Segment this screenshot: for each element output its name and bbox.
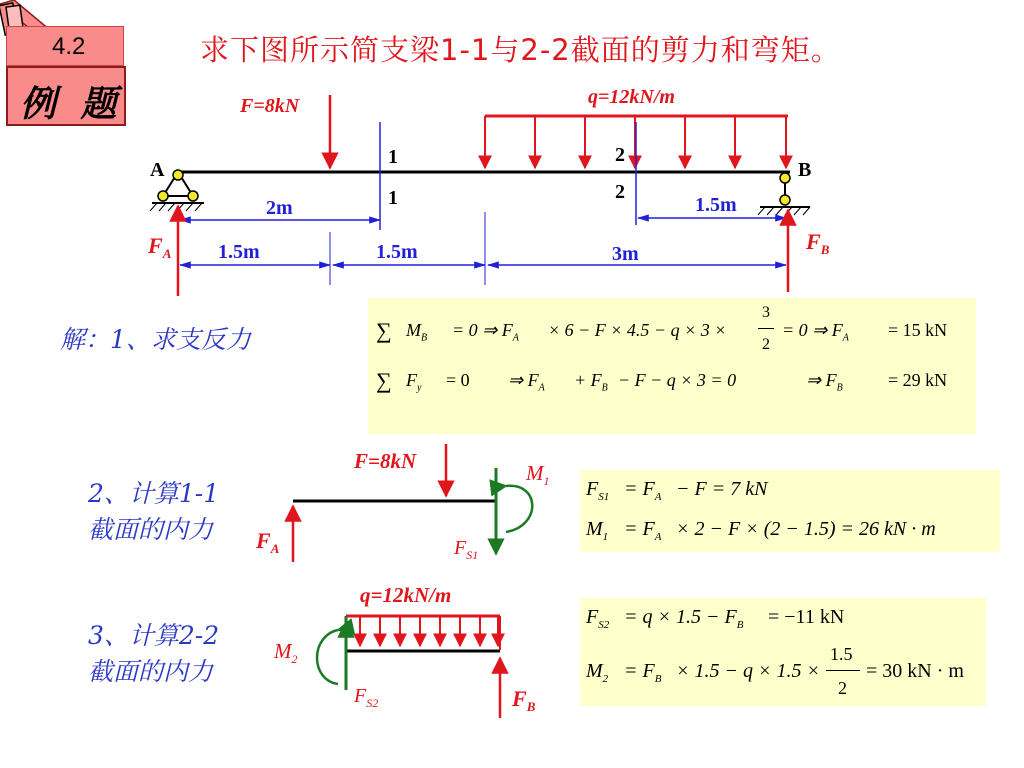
label-b: B <box>798 159 812 181</box>
step-2-line1: 2、计算1-1 <box>88 479 220 508</box>
eq2-result: = 29 kN <box>888 370 948 390</box>
fbd2-fb-label: $F_B$ <box>512 686 536 714</box>
eq1-frac-bar <box>758 328 774 329</box>
section-1-top-label: 1 <box>388 146 398 168</box>
eq2-part4: − F − q × 3 = 0 <box>618 370 737 390</box>
section-2-bottom-label: 2 <box>615 181 625 203</box>
eq5-part2: = −11 kN <box>768 606 845 628</box>
eq6-part3: = 30 kN · m <box>866 660 964 682</box>
eq1-part1: = 0 ⇒ $F_A$ <box>452 320 519 344</box>
section-2-formula-box <box>580 598 986 706</box>
step-1-label: 解：1、求支反力 <box>60 325 251 354</box>
fbd2-moment-arc <box>317 630 338 684</box>
step-3-label <box>88 618 219 690</box>
eq4-lhs: $M_1$ <box>586 518 609 543</box>
fbd2-fs-label: $F_{S2}$ <box>354 685 379 710</box>
step-3-line2: 截面的内力 <box>88 657 214 686</box>
eq1-lhs: $M_B$ <box>406 320 428 344</box>
reactions-formula-box <box>368 298 976 434</box>
reaction-fb-label: $F_B$ <box>806 229 830 257</box>
step-2-label <box>88 476 219 548</box>
reaction-fa-label: $F_A$ <box>148 233 172 261</box>
section-1-formula-box <box>580 470 1000 552</box>
step-2-line2: 截面的内力 <box>88 515 214 544</box>
eq5-lhs: $F_{S2}$ <box>586 606 610 631</box>
dimension-1-5m-right-label: 1.5m <box>695 194 737 216</box>
eq1-part3: = 0 ⇒ $F_A$ <box>782 320 849 344</box>
dimension-b-label: 1.5m <box>376 241 418 263</box>
eq2-part5: ⇒ $F_B$ <box>806 370 843 394</box>
eq6-frac-num: 1.5 <box>830 644 853 664</box>
eq4-part2: × 2 − F × (2 − 1.5) = 26 kN · m <box>676 518 936 540</box>
eq2-part2: ⇒ $F_A$ <box>508 370 545 394</box>
dimension-a-label: 1.5m <box>218 241 260 263</box>
eq1-result: = 15 kN <box>888 320 948 340</box>
eq3-part2: − F = 7 kN <box>676 478 768 500</box>
eq2-part1: = 0 <box>446 370 470 390</box>
eq2-sum: ∑ <box>376 368 392 393</box>
fbd2-load-label: q=12kN/m <box>360 583 452 607</box>
example-number: 4.2 <box>52 33 86 60</box>
eq3-lhs: $F_{S1}$ <box>586 478 610 503</box>
eq2-part3: + $F_B$ <box>574 370 608 394</box>
eq1-sum: ∑ <box>376 318 392 343</box>
eq1-frac-num: 3 <box>762 304 770 321</box>
eq4-part1: = $F_A$ <box>624 518 662 543</box>
eq1-part2: × 6 − F × 4.5 − q × 3 × <box>548 320 727 340</box>
eq6-part2: × 1.5 − q × 1.5 × <box>676 660 820 682</box>
fbd2-moment-label: $M_2$ <box>274 639 298 666</box>
eq3-part1: = $F_A$ <box>624 478 662 503</box>
eq2-lhs: $F_y$ <box>406 370 422 394</box>
section-2-top-label: 2 <box>615 144 625 166</box>
section-1-bottom-label: 1 <box>388 187 398 209</box>
beam-diagram <box>0 0 1024 300</box>
dimension-2m-label: 2m <box>266 197 293 219</box>
eq6-frac-den: 2 <box>838 678 847 698</box>
force-f-label: F=8kN <box>240 95 300 117</box>
distributed-load-label: q=12kN/m <box>588 86 675 108</box>
fbd2-distributed-load <box>346 616 500 650</box>
page-title: 求下图所示简支梁1-1与2-2截面的剪力和弯矩。 <box>200 33 841 67</box>
eq6-part1: = $F_B$ <box>624 660 662 685</box>
fbd-section-2 <box>260 580 560 720</box>
fbd1-fs-label: $F_{S1}$ <box>454 537 479 562</box>
fbd1-fa-label: $F_A$ <box>256 528 280 556</box>
eq6-lhs: $M_2$ <box>586 660 609 685</box>
fbd1-moment-arc <box>506 486 532 532</box>
example-title: 例 题 <box>20 83 123 125</box>
label-a: A <box>150 159 165 181</box>
fbd1-force-label: F=8kN <box>354 449 417 473</box>
step-3-line1: 3、计算2-2 <box>88 621 220 650</box>
eq1-frac-den: 2 <box>762 336 770 353</box>
fbd-section-1 <box>250 440 570 570</box>
dimension-c-label: 3m <box>612 243 639 265</box>
fbd1-moment-label: $M_1$ <box>526 461 550 488</box>
eq6-frac-bar <box>826 670 860 671</box>
eq5-part1: = $q \times 1.5 - F_B$ <box>624 606 744 631</box>
